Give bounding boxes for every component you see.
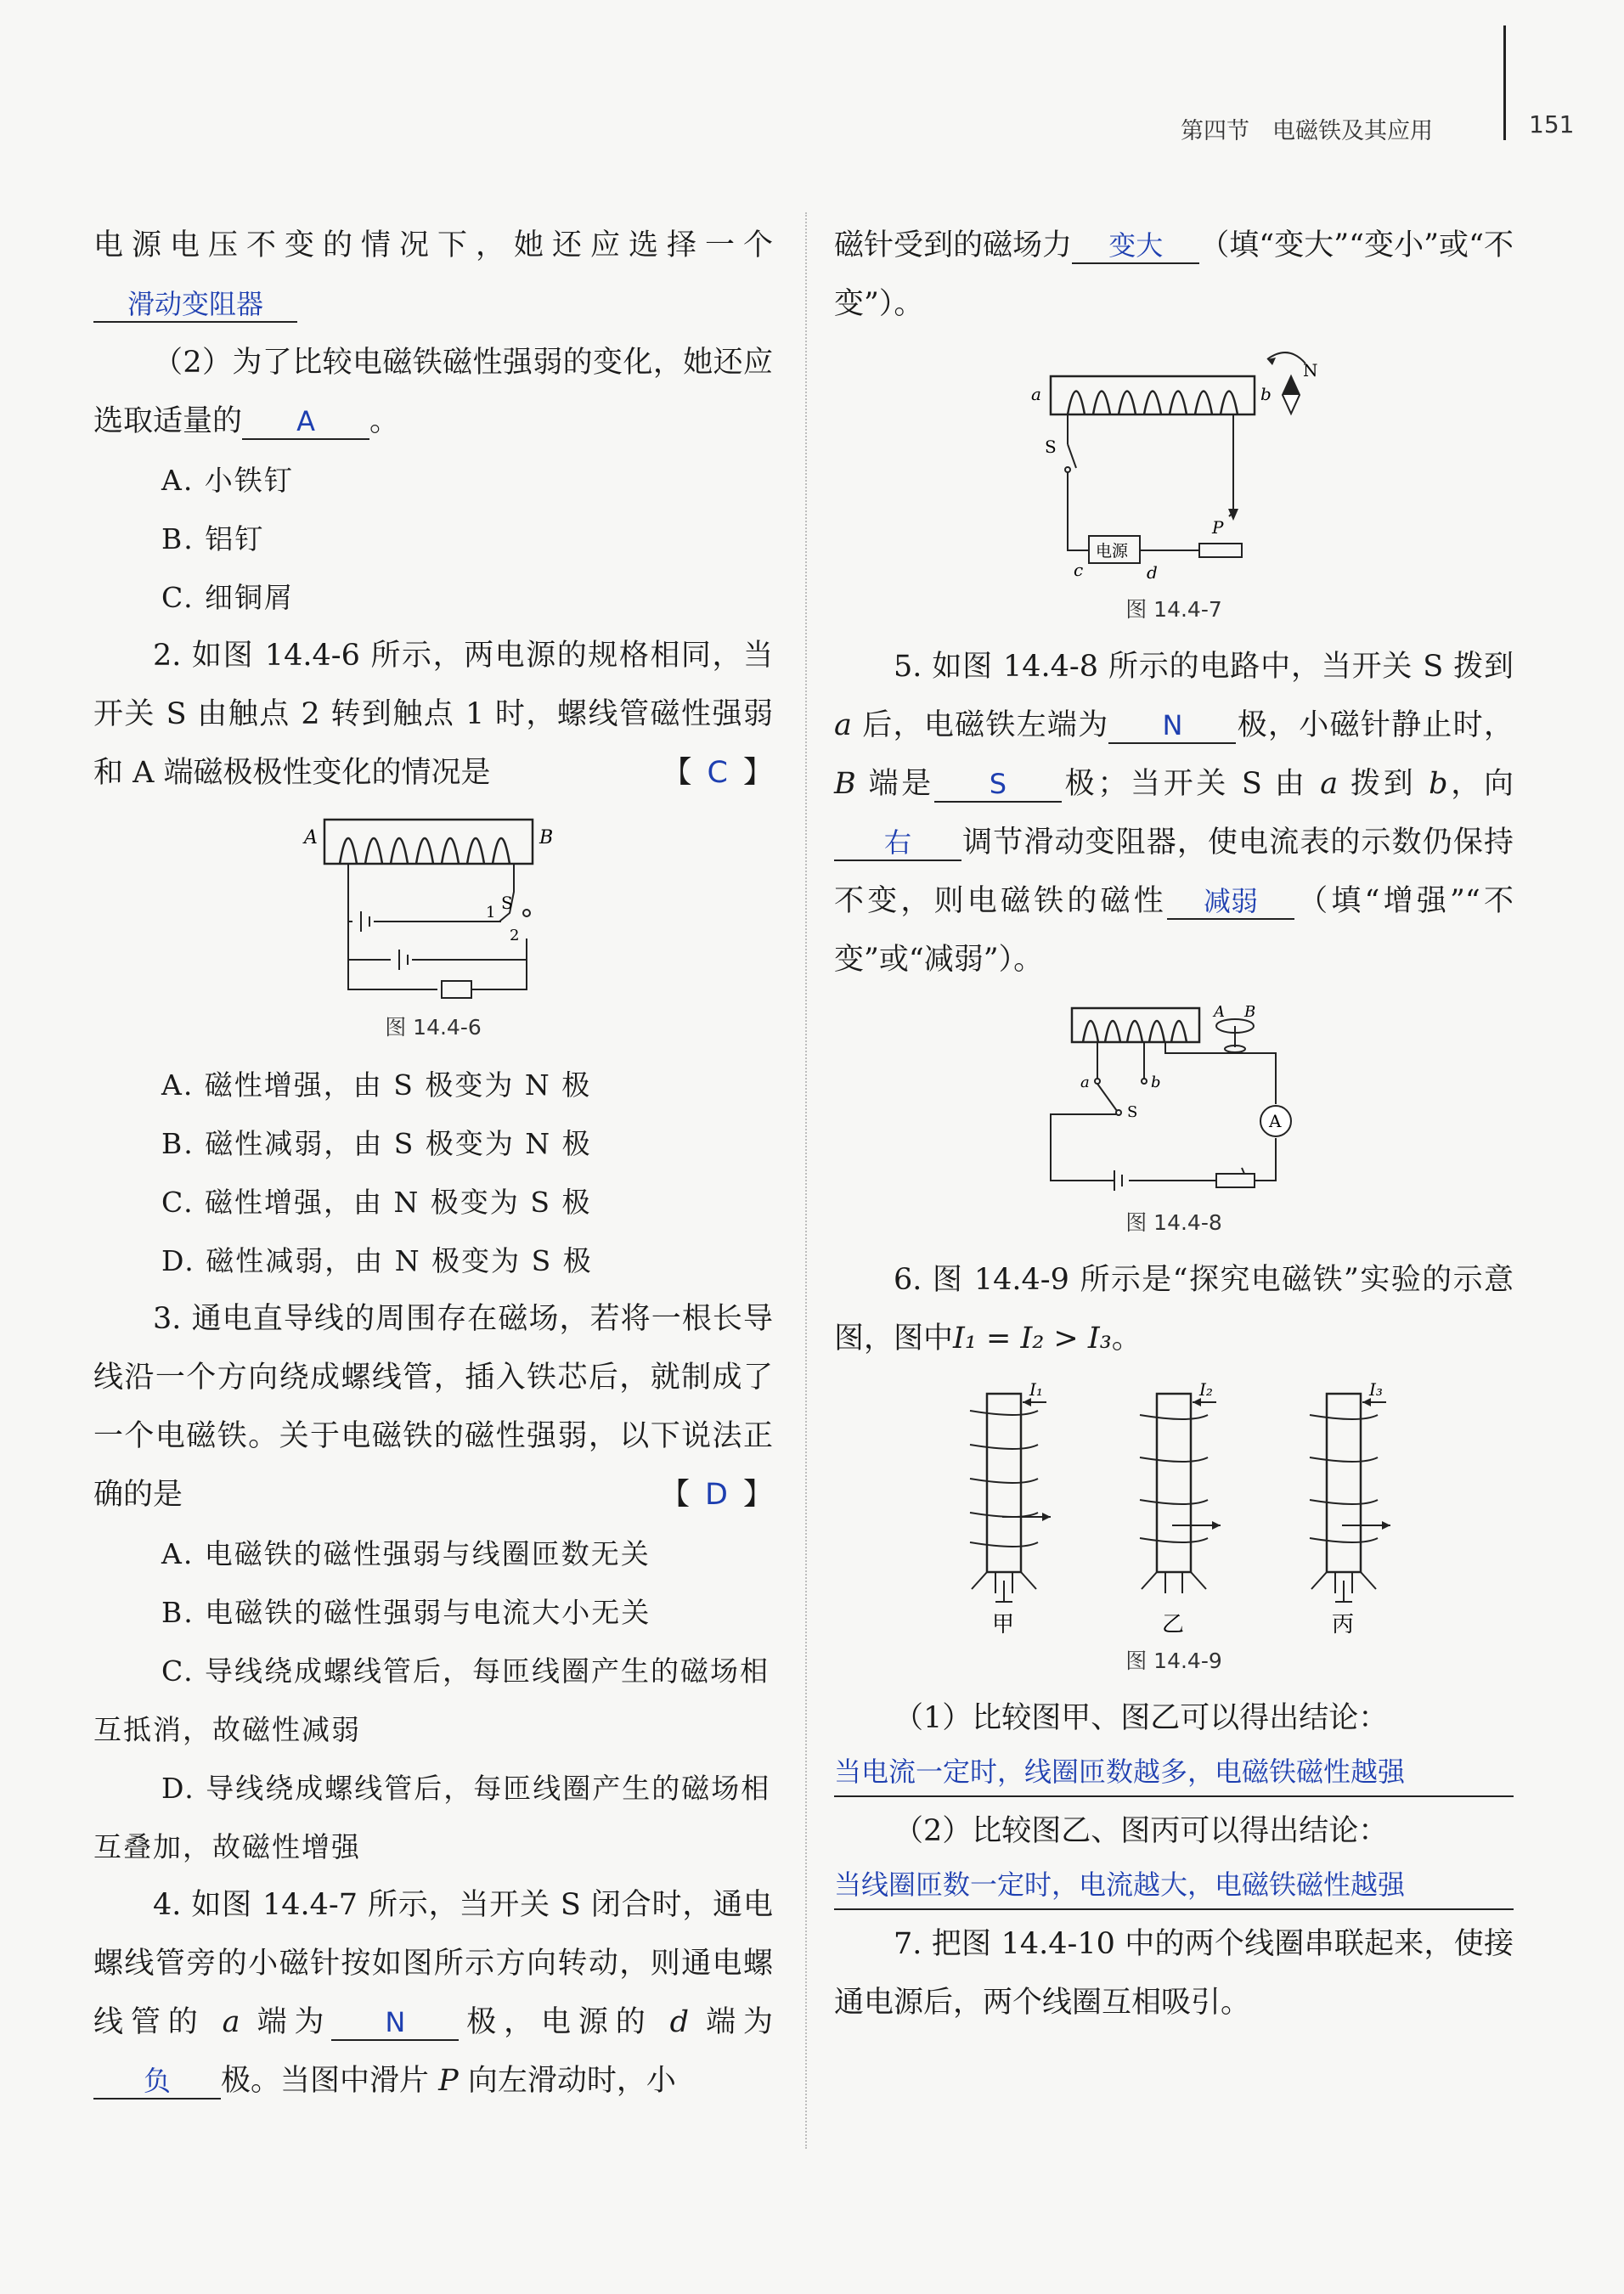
answer-line: 当线圈匝数一定时，电流越大，电磁铁磁性越强 [834, 1861, 1514, 1910]
left-column [93, 217, 773, 2111]
label-s: S [501, 893, 513, 913]
answer-blank: 右 [834, 826, 961, 861]
figure-14-4-9 [902, 1377, 1446, 1640]
label-a: A [304, 827, 318, 848]
answer-blank: N [331, 2005, 459, 2041]
label-b: b [1260, 384, 1272, 404]
answer-blank: S [934, 767, 1062, 803]
label-n: N [1303, 360, 1318, 380]
answer-bracket: 【 C 】 [662, 756, 773, 790]
label-c: c [1074, 560, 1084, 580]
answer-blank: N [1108, 708, 1236, 744]
figure-label: 丙 [1332, 1612, 1355, 1637]
label-2: 2 [510, 927, 520, 944]
option: B. 铝钉 [161, 522, 265, 555]
label-a: A [1214, 1003, 1225, 1021]
question-2: 2. 如图 14.4-6 所示，两电源的规格相同，当开关 S 由触点 2 转到触点 1 时，螺线管磁性强弱和 A 端磁极极性变化的情况是 【 C 】 [93, 627, 773, 803]
ammeter-label: A [1269, 1111, 1282, 1131]
answer-bracket: 【 D 】 [660, 1478, 773, 1512]
option: B. 电磁铁的磁性强弱与电流大小无关 [161, 1596, 651, 1629]
figure-caption: 图 14.4-9 [1125, 1649, 1222, 1673]
figure-label: 乙 [1162, 1612, 1185, 1637]
option: B. 磁性减弱，由 S 极变为 N 极 [161, 1127, 592, 1160]
question-6-2: （2）比较图乙、图丙可以得出结论： [894, 1814, 1389, 1848]
answer-blank: 负 [93, 2064, 221, 2100]
current-label: I₃ [1369, 1379, 1383, 1400]
label-p: P [1212, 517, 1224, 538]
current-label: I₂ [1199, 1379, 1213, 1400]
option: A. 磁性增强，由 S 极变为 N 极 [161, 1068, 592, 1102]
question-1-2: （2）为了比较电磁铁磁性强弱的变化，她还应选取适量的 A 。 [93, 346, 773, 438]
label-b: B [1244, 1003, 1256, 1021]
answer-line: 当电流一定时，线圈匝数越多，电磁铁磁性越强 [834, 1748, 1514, 1797]
answer-blank: 变大 [1072, 228, 1199, 264]
answer-blank: A [242, 404, 369, 440]
label-1: 1 [486, 904, 496, 922]
option: D. 磁性减弱，由 N 极变为 S 极 [161, 1244, 593, 1277]
figure-label: 甲 [992, 1612, 1015, 1637]
label-switch-b: b [1151, 1074, 1161, 1091]
label-switch-a: a [1080, 1074, 1090, 1091]
answer-blank: 滑动变阻器 [93, 287, 297, 323]
question-1-continuation: 电源电压不变的情况下，她还应选择一个滑动变阻器 [93, 217, 773, 334]
column-divider [805, 212, 807, 2149]
option: C. 细铜屑 [161, 581, 295, 614]
section-title: 第四节 电磁铁及其应用 [1181, 118, 1433, 144]
label-s: S [1127, 1103, 1138, 1121]
answer-blank: 减弱 [1167, 884, 1294, 920]
right-column [834, 217, 1514, 2032]
label-d: d [1147, 562, 1158, 583]
label-b: B [539, 827, 554, 848]
option: D. 导线绕成螺线管后，每匝线圈产生的磁场相互叠加，故磁性增强 [93, 1772, 771, 1863]
question-4: 4. 如图 14.4-7 所示，当开关 S 闭合时，通电螺线管旁的小磁针按如图所示方向转动，则通电螺线管的 a 端为 N 极，电源的 d 端为负 极。当图中滑片 P 向左滑动时，小 [93, 1888, 773, 2098]
figure-caption: 图 14.4-8 [1125, 1210, 1222, 1235]
option: C. 磁性增强，由 N 极变为 S 极 [161, 1186, 592, 1219]
electromagnet-bing [1310, 1379, 1390, 1637]
question-5: 5. 如图 14.4-8 所示的电路中，当开关 S 拨到 a 后，电磁铁左端为 N 极，小磁针静止时，B 端是 S 极；当开关 S 由 a 拨到 b，向右 调节滑动变阻器，使电流表的示数仍保持不变，则电磁铁的磁性 减弱 （填“增强”“不变”或“减弱”）。 [834, 650, 1514, 977]
option: A. 电磁铁的磁性强弱与线圈匝数无关 [161, 1537, 651, 1570]
figure-14-4-8 [1034, 998, 1314, 1202]
question-4-continuation: 磁针受到的磁场力 变大 （填“变大”“变小”或“不变”）。 [834, 228, 1514, 321]
figure-14-4-6 [297, 811, 569, 1006]
label-a: a [1031, 384, 1041, 404]
option: A. 小铁钉 [161, 464, 294, 497]
electromagnet-yi [1140, 1379, 1221, 1637]
question-6-1: （1）比较图甲、图乙可以得出结论： [894, 1701, 1389, 1735]
question-7: 7. 把图 14.4-10 中的两个线圈串联起来，使接通电源后，两个线圈互相吸引。 [834, 1927, 1514, 2020]
figure-caption: 图 14.4-6 [385, 1015, 482, 1040]
page-number: 151 [1529, 110, 1575, 138]
figure-caption: 图 14.4-7 [1125, 597, 1222, 622]
power-source-label: 电源 [1096, 542, 1129, 561]
current-label: I₁ [1029, 1379, 1043, 1400]
header-rule [1503, 25, 1506, 140]
option: C. 导线绕成螺线管后，每匝线圈产生的磁场相互抵消，故磁性减弱 [93, 1654, 770, 1746]
label-s: S [1045, 437, 1057, 457]
figure-14-4-7 [1021, 342, 1327, 589]
electromagnet-jia [970, 1379, 1051, 1637]
question-6: 6. 图 14.4-9 所示是“探究电磁铁”实验的示意图，图中I₁ = I₂ > I₃。 [834, 1263, 1514, 1356]
question-3: 3. 通电直导线的周围存在磁场，若将一根长导线沿一个方向绕成螺线管，插入铁芯后，就制成了一个电磁铁。关于电磁铁的磁性强弱，以下说法正确的是 【 D 】 [93, 1290, 773, 1525]
